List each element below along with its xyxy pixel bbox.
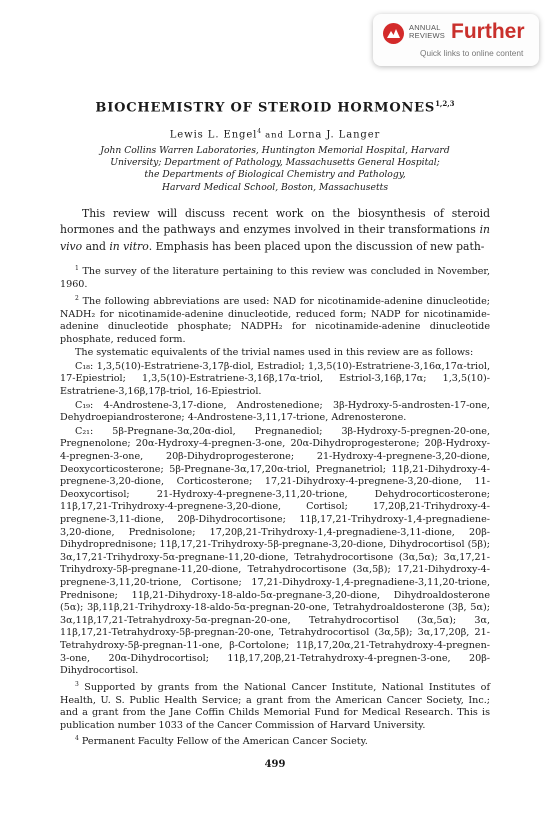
footnote-1: $^1$ The survey of the literature pertaining to this review was concluded in November, 1960. bbox=[60, 265, 490, 291]
further-label: Further bbox=[451, 20, 525, 43]
article-page bbox=[60, 96, 490, 770]
author-engel: Lewis L. Engel bbox=[169, 129, 258, 141]
c18-trivial-names: C₁₈: 1,3,5(10)-Estratriene-3,17β-diol, Estradiol; 1,3,5(10)-Estratriene-3,16α,17α-triol, 17-Epiestriol; 1,3,5(10)-Estratriene-3,16β,17α-triol, Estriol-3,16β,17α; 1,3,5(10)-Estratriene-3,16β,17β-triol, 16-Epiestriol. bbox=[60, 360, 490, 398]
trivial-names-intro: The systematic equivalents of the trivial names used in this review are as follows: bbox=[75, 347, 474, 359]
affiliation: John Collins Warren Laboratories, Huntington Memorial Hospital, Harvard University; Department of Pathology, Massachusetts General Hospital; the Departments of Biological Chemistry and Pathology, Harvard Medical School, Boston, Massachusetts bbox=[100, 144, 450, 193]
c19-trivial-names: C₁₉: 4-Androstene-3,17-dione, Androstenedione; 3β-Hydroxy-5-androsten-17-one, Dehydroepiandrosterone; 4-Androstene-3,11,17-trione, Adrenosterone. bbox=[60, 399, 490, 424]
annual-reviews-logo-icon bbox=[383, 23, 404, 44]
footnotes bbox=[60, 263, 490, 749]
intro-paragraph: This review will discuss recent work on the biosynthesis of steroid hormones and the pathways and enzymes involved in their transformations in vivo and in vitro. Emphasis has been placed upon the discussion of new path- bbox=[60, 206, 490, 253]
page-number: 499 bbox=[264, 759, 286, 771]
annual-reviews-wordmark: ANNUAL REVIEWS bbox=[409, 23, 445, 40]
article-title: BIOCHEMISTRY OF STEROID HORMONES$^{1,2,3}$ bbox=[95, 99, 455, 116]
author-langer: Lorna J. Langer bbox=[287, 129, 381, 141]
quick-links-tagline: Quick links to online content bbox=[420, 48, 524, 58]
c21-trivial-names: C₂₁: 5β-Pregnane-3α,20α-diol, Pregnanediol; 3β-Hydroxy-5-pregnen-20-one, Pregnenolone; 20α-Hydroxy-4-pregnen-3-one, 20α-Dihydroprogesterone; 20β-Hydroxy-4-pregnen-3-one, 20β-Dihydroprogesterone; 21-Hydroxy-4-pregnene-3,20-dione, Deoxycorticosterone; 5β-Pregnane-3α,17,20α-triol, Pregnanetriol; 11β,21-Dihydroxy-4-pregnene-3,20-dione, Corticosterone; 17,21-Dihydroxy-4-pregnene-3,20-dione, 11-Deoxycortisol; 21-Hydroxy-4-pregnene-3,11,20-trione, Dehydrocorticosterone; 11β,17,21-Trihydroxy-4-pregnene-3,20-dione, Cortisol; 17,20β,21-Trihydroxy-4-pregnene-3,11-dione, 20β-Dihydrocortisone; 11β,17,21-Trihydroxy-1,4-pregnadiene-3,20-dione, Prednisolone; 17,20β,21-Trihydroxy-1,4-pregnadiene-3,11-dione, 20β-Dihydroprednisone; 11β,17,21-Trihydroxy-5β-pregnane-3,20-dione, Dihydrocortisol (5β); 3α,17,21-Trihydroxy-5α-pregnane-11,20-dione, Tetrahydrocortisone (3α,5α); 3α,17,21-Trihydroxy-5β-pregnane-11,20-dione, Tetrahydrocortisone (3α,5β); 17,21-Dihydroxy-4-pregnene-3,11,20-trione, Cortisone; 17,21-Dihydroxy-1,4-pregnadiene-3,11,20-trione, Prednisone; 11β,21-Dihydroxy-18-aldo-5α-pregnane-3,20-dione, Dihydroaldosterone (5α); 3β,11β,21-Trihydroxy-18-aldo-5α-pregnan-20-one, Tetrahydroaldosterone (3β, 5α); 3α,11β,17,21-Tetrahydroxy-5α-pregnan-20-one, Tetrahydrocortisol (3α,5α); 3α, 11β,17,21-Tetrahydroxy-5β-pregnan-20-one, Tetrahydrocortisol (3α,5β); 3α,17,20β, 21-Tetrahydroxy-5β-pregnan-11-one, β-Cortolone; 11β,17,20α,21-Tetrahydroxy-4-pregnen-3-one, 20α-Dihydrocortisol; 11β,17,20β,21-Tetrahydroxy-4-pregnen-3-one, 20β-Dihydrocortisol. bbox=[60, 425, 490, 677]
authors-line: Lewis L. Engel$^4$ and Lorna J. Langer bbox=[169, 128, 381, 141]
footnote-4: $^4$ Permanent Faculty Fellow of the American Cancer Society. bbox=[75, 735, 368, 748]
further-reviews-badge[interactable] bbox=[373, 14, 539, 66]
footnote-2: $^2$ The following abbreviations are used: NAD for nicotinamide-adenine dinucleotide; NADH₂ for nicotinamide-adenine dinucleotide, reduced form; NADP for nicotinamide-adenine dinucleotide phosphate; NADPH₂ for nicotinamide-adenine dinucleotide phosphate, reduced form. bbox=[60, 294, 490, 345]
footnote-3: $^3$ Supported by grants from the National Cancer Institute, National Institutes of Health, U. S. Public Health Service; a grant from the American Cancer Society, Inc.; and a grant from the Jane Coffin Childs Memorial Fund for Medical Research. This is publication number 1033 of the Cancer Commission of Harvard University. bbox=[60, 680, 490, 731]
